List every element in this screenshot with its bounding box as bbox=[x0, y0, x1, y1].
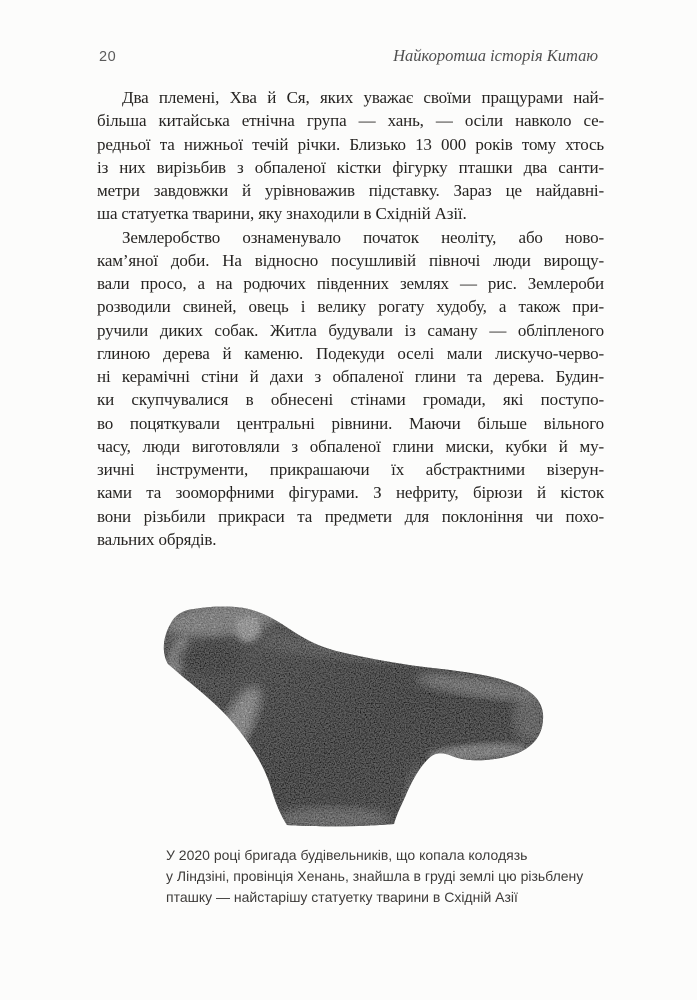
paragraph-1: Два племені, Хва й Ся, яких уважає своїми пращурами най- більша китайська етнічна група — хань, — осіли навколо се- редньої та нижньої течій річки. Близько 13 000 років тому хтось із них вирізьбив з обпаленої кістки фігурку пташки два санти- метри завдовжки й урівноважив підставку. Зараз це найдавні- ша статуетка тварини, яку знаходили в Східній Азії. bbox=[97, 88, 604, 224]
running-title: Найкоротша історія Китаю bbox=[393, 46, 598, 65]
figure-caption: У 2020 році бригада будівельників, що копала колодязь у Ліндзіні, провінція Хенань, знайшла в груді землі цю різьблену пташку — найстарішу статуетку тварини в Східній Азії bbox=[166, 847, 584, 905]
carved-bird-figurine-image bbox=[148, 596, 548, 840]
running-head bbox=[99, 46, 598, 66]
page-number: 20 bbox=[99, 49, 117, 65]
paragraph-2: Землеробство ознаменувало початок неоліту, або ново- кам’яної доби. На відносно посушливій півночі люди вирощу- вали просо, а на родючих південних землях — рис. Землероби розводили свиней, овець і велику рогату худобу, а також при- ручили диких собак. Житла будували із саману — обліпленого глиною дерева й каменю. Подекуди оселі мали лискучо-черво- ні керамічні стіни й дахи з обпаленої глини та дерева. Будин- ки скупчувалися в обнесені стінами громади, які поступо- во поцяткували центральні рівнини. Маючи більше вільного часу, люди виготовляли з обпаленої глини миски, кубки й му- зичні інструменти, прикрашаючи їх абстрактними візерун- ками та зооморфними фігурами. З нефриту, бірюзи й кісток вони різьбили прикраси та предмети для поклоніння чи похо- вальних обрядів. bbox=[97, 227, 604, 549]
figurine-shading bbox=[148, 596, 548, 840]
figurine-photo bbox=[148, 596, 548, 840]
page-body bbox=[97, 86, 604, 551]
